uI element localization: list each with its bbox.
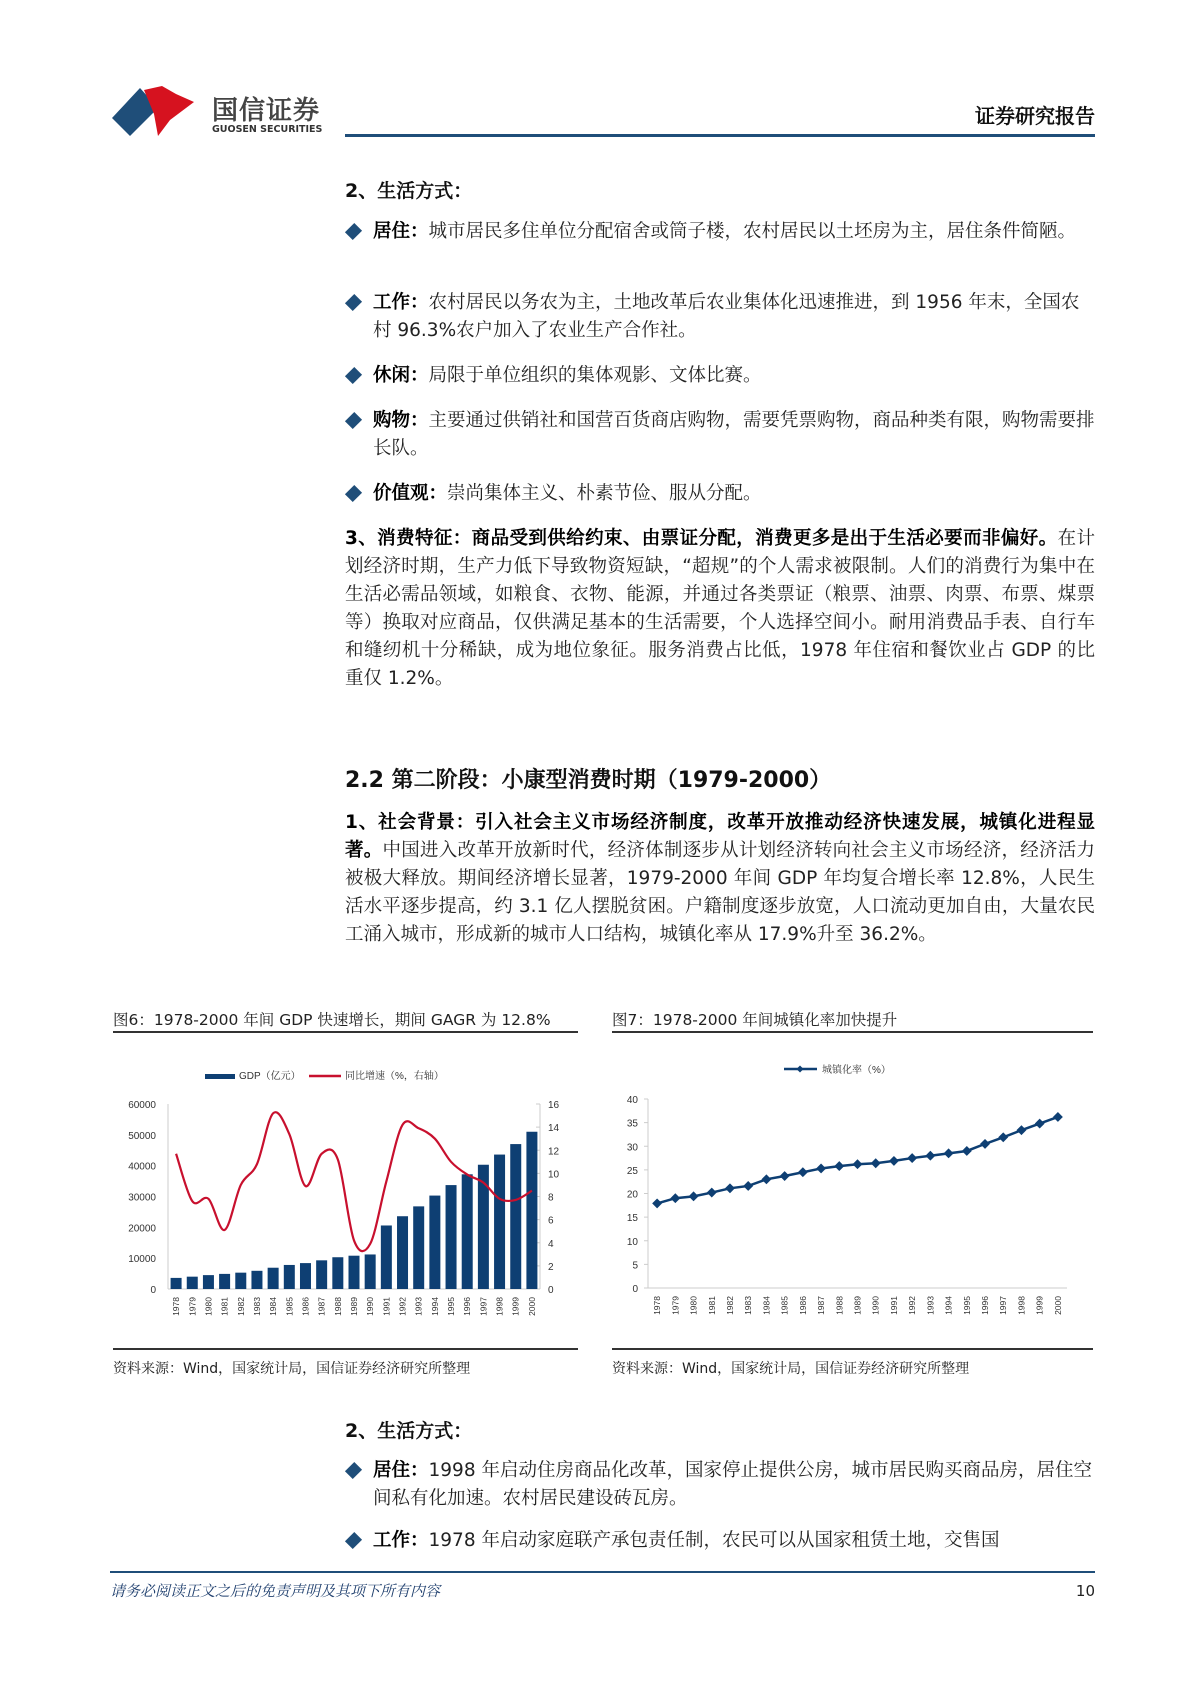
page-number: 10 <box>1075 1582 1095 1600</box>
x-tick-label: 1979 <box>187 1297 198 1316</box>
section-title: 2、生活方式： <box>345 180 473 202</box>
x-tick-label: 1997 <box>998 1296 1009 1315</box>
diamond-bullet-icon <box>345 223 362 240</box>
legend-marker-icon <box>796 1065 803 1072</box>
gdp-bar <box>300 1263 311 1289</box>
bullet-item <box>345 1457 1095 1513</box>
bullet-text: 局限于单位组织的集体观影、文体比赛。 <box>428 365 762 386</box>
gdp-bar <box>397 1216 408 1289</box>
bullet-text: 崇尚集体主义、朴素节俭、服从分配。 <box>447 483 762 504</box>
guosen-logo-icon <box>110 86 210 138</box>
y-tick-label: 20000 <box>128 1223 156 1235</box>
gdp-bar <box>494 1155 505 1289</box>
data-point-marker <box>743 1181 753 1191</box>
data-point-marker <box>689 1191 699 1201</box>
x-tick-label: 1984 <box>761 1296 772 1315</box>
x-tick-label: 1990 <box>365 1297 376 1316</box>
social-paragraph <box>345 809 1095 949</box>
y-tick-label: 30 <box>626 1142 638 1154</box>
y-tick-label: 0 <box>150 1285 156 1296</box>
data-point-marker <box>798 1167 808 1177</box>
y-tick-label: 10000 <box>128 1254 156 1266</box>
figure-source: 资料来源：Wind，国家统计局，国信证券经济研究所整理 <box>113 1361 471 1377</box>
gdp-bar <box>349 1256 360 1289</box>
data-point-marker <box>980 1139 990 1149</box>
gdp-bar <box>171 1278 182 1289</box>
data-point-marker <box>725 1183 735 1193</box>
bullet-item <box>345 289 1095 345</box>
x-tick-label: 1988 <box>834 1296 845 1315</box>
data-point-marker <box>780 1171 790 1181</box>
bullet-text: 主要通过供销社和国营百货商店购物，需要凭票购物，商品种类有限，购物需要排长队。 <box>373 410 1095 459</box>
x-tick-label: 1978 <box>171 1297 182 1316</box>
disclaimer-link[interactable]: 请务必阅读正文之后的免责声明及其项下所有内容 <box>110 1582 441 1600</box>
y-tick-label: 35 <box>626 1118 638 1130</box>
y2-tick-label: 12 <box>548 1146 560 1158</box>
figure-title: 图7：1978-2000 年间城镇化率加快提升 <box>612 1011 898 1029</box>
data-point-marker <box>670 1193 680 1203</box>
x-tick-label: 1999 <box>1034 1296 1045 1315</box>
x-tick-label: 1992 <box>907 1296 918 1315</box>
paragraph-lead: 3、消费特征：商品受到供给约束、由票证分配，消费更多是出于生活必要而非偏好。 <box>345 528 1058 549</box>
gdp-bar <box>268 1268 279 1289</box>
x-tick-label: 1985 <box>284 1297 295 1316</box>
legend-bar-swatch <box>205 1074 235 1079</box>
y-tick-label: 10 <box>626 1236 638 1248</box>
y-tick-label: 60000 <box>128 1100 156 1111</box>
x-tick-label: 1987 <box>316 1297 327 1316</box>
x-tick-label: 1993 <box>925 1296 936 1315</box>
x-tick-label: 1995 <box>446 1297 457 1316</box>
data-point-marker <box>853 1159 863 1169</box>
data-point-marker <box>1035 1119 1045 1129</box>
x-tick-label: 1982 <box>235 1297 246 1316</box>
figure-title: 图6：1978-2000 年间 GDP 快速增长，期间 GAGR 为 12.8% <box>113 1011 551 1029</box>
figure-rule <box>612 1031 1093 1033</box>
x-tick-label: 1992 <box>397 1297 408 1316</box>
gdp-bar <box>381 1225 392 1289</box>
x-tick-label: 1982 <box>724 1296 735 1315</box>
x-tick-label: 1998 <box>494 1297 505 1316</box>
bullet-item <box>345 480 1095 508</box>
data-point-marker <box>1017 1125 1027 1135</box>
diamond-bullet-icon <box>345 1462 362 1479</box>
x-tick-label: 1984 <box>268 1297 279 1316</box>
x-tick-label: 2000 <box>1052 1296 1063 1315</box>
x-tick-label: 1998 <box>1016 1296 1027 1315</box>
data-point-marker <box>962 1146 972 1156</box>
diamond-bullet-icon <box>345 485 362 502</box>
gdp-bar <box>219 1274 230 1289</box>
data-point-marker <box>761 1174 771 1184</box>
urbanization-chart <box>612 1040 1093 1340</box>
x-tick-label: 1980 <box>203 1297 214 1316</box>
footer-divider <box>110 1571 1095 1573</box>
data-point-marker <box>871 1158 881 1168</box>
header-divider <box>345 134 1095 137</box>
y-tick-label: 15 <box>626 1213 638 1225</box>
data-point-marker <box>944 1148 954 1158</box>
y-tick-label: 25 <box>626 1165 638 1177</box>
gdp-bar <box>413 1206 424 1289</box>
gdp-bar <box>446 1185 457 1289</box>
x-tick-label: 1997 <box>478 1297 489 1316</box>
x-tick-label: 1999 <box>510 1297 521 1316</box>
x-tick-label: 1987 <box>816 1296 827 1315</box>
y2-tick-label: 6 <box>548 1215 554 1227</box>
x-tick-label: 2000 <box>526 1297 537 1316</box>
x-tick-label: 1981 <box>706 1296 717 1315</box>
gdp-chart <box>113 1040 578 1340</box>
paragraph-text: 在计划经济时期，生产力低下导致物资短缺，“超规”的个人需求被限制。人们的消费行为集中在生活必需品领域，如粮食、衣物、能源，并通过各类票证（粮票、油票、肉票、布票、煤票等）换取对应商品，仅供满足基本的生活需要，个人选择空间小。耐用消费品手表、自行车和缝纫机十分稀缺，成为地位象征。服务消费占比低，1978 年住宿和餐饮业占 GDP 的比重仅 1.2%。 <box>345 528 1095 689</box>
section-heading: 2.2 第二阶段：小康型消费时期（1979-2000） <box>345 768 832 793</box>
diamond-bullet-icon <box>345 412 362 429</box>
y-tick-label: 5 <box>632 1260 638 1272</box>
figure-source: 资料来源：Wind，国家统计局，国信证券经济研究所整理 <box>612 1361 970 1377</box>
bullet-text: 城市居民多住单位分配宿舍或筒子楼，农村居民以土坯房为主，居住条件简陋。 <box>428 221 1077 242</box>
x-tick-label: 1981 <box>219 1297 230 1316</box>
gdp-bar <box>429 1196 440 1289</box>
bullet-item <box>345 362 1095 390</box>
x-tick-label: 1983 <box>251 1297 262 1316</box>
x-tick-label: 1988 <box>332 1297 343 1316</box>
data-point-marker <box>707 1188 717 1198</box>
legend-label: 城镇化率（%） <box>822 1065 891 1076</box>
x-tick-label: 1986 <box>797 1296 808 1315</box>
data-point-marker <box>652 1198 662 1208</box>
y2-tick-label: 8 <box>548 1192 554 1204</box>
gdp-bar <box>235 1273 246 1289</box>
bullet-label: 居住： <box>373 1460 429 1481</box>
bullet-label: 居住： <box>373 221 429 242</box>
gdp-bar <box>316 1260 327 1289</box>
consumption-paragraph <box>345 525 1095 693</box>
x-tick-label: 1990 <box>870 1296 881 1315</box>
legend-label: GDP（亿元） <box>239 1071 301 1082</box>
diamond-bullet-icon <box>345 294 362 311</box>
y2-tick-label: 4 <box>548 1238 554 1250</box>
y2-tick-label: 16 <box>548 1100 560 1111</box>
gdp-bar <box>251 1271 262 1289</box>
bullet-label: 工作： <box>373 292 429 313</box>
x-tick-label: 1996 <box>980 1296 991 1315</box>
x-tick-label: 1993 <box>413 1297 424 1316</box>
bullet-label: 购物： <box>373 410 429 431</box>
figure-rule <box>113 1031 578 1033</box>
x-tick-label: 1991 <box>381 1297 392 1316</box>
x-tick-label: 1995 <box>961 1296 972 1315</box>
y-tick-label: 20 <box>626 1189 638 1201</box>
bullet-label: 价值观： <box>373 483 448 504</box>
gdp-bar <box>510 1144 521 1289</box>
section-title: 2、生活方式： <box>345 1420 473 1442</box>
y2-tick-label: 2 <box>548 1261 554 1273</box>
data-point-marker <box>925 1151 935 1161</box>
gdp-bar <box>462 1174 473 1289</box>
diamond-bullet-icon <box>345 1532 362 1549</box>
report-type: 证券研究报告 <box>975 104 1095 128</box>
gdp-bar <box>365 1254 376 1289</box>
bullet-label: 工作： <box>373 1530 429 1551</box>
data-point-marker <box>1053 1112 1063 1122</box>
y-tick-label: 30000 <box>128 1192 156 1204</box>
gdp-bar <box>203 1275 214 1289</box>
gdp-bar <box>284 1265 295 1289</box>
y-tick-label: 50000 <box>128 1130 156 1142</box>
logo-subtext: GUOSEN SECURITIES <box>212 124 323 135</box>
data-point-marker <box>834 1161 844 1171</box>
data-point-marker <box>889 1156 899 1166</box>
legend-label: 同比增速（%，右轴） <box>345 1071 444 1082</box>
data-point-marker <box>998 1132 1008 1142</box>
x-tick-label: 1996 <box>462 1297 473 1316</box>
bullet-item <box>345 218 1095 246</box>
logo-text: 国信证券 <box>212 96 321 126</box>
y-tick-label: 0 <box>632 1284 638 1295</box>
x-tick-label: 1989 <box>852 1296 863 1315</box>
x-tick-label: 1991 <box>888 1296 899 1315</box>
x-tick-label: 1978 <box>652 1296 663 1315</box>
x-tick-label: 1986 <box>300 1297 311 1316</box>
gdp-bar <box>187 1277 198 1289</box>
bullet-item <box>345 407 1095 463</box>
data-point-marker <box>907 1153 917 1163</box>
y2-tick-label: 14 <box>548 1123 560 1135</box>
figure-rule <box>113 1348 578 1350</box>
y2-tick-label: 10 <box>548 1169 560 1181</box>
x-tick-label: 1983 <box>743 1296 754 1315</box>
gdp-bar <box>526 1132 537 1289</box>
paragraph-text: 中国进入改革开放新时代，经济体制逐步从计划经济转向社会主义市场经济，经济活力被极大释放。期间经济增长显著，1979-2000 年间 GDP 年均复合增长率 12.8%，人民生活水平逐步提高，约 3.1 亿人摆脱贫困。户籍制度逐步放宽，人口流动更加自由，大量农民工涌入城市，形成新的城市人口结构，城镇化率从 17.9%升至 36.2%。 <box>345 840 1095 945</box>
y2-tick-label: 0 <box>548 1285 554 1296</box>
bullet-label: 休闲： <box>373 365 429 386</box>
paragraph-lead: 1、社会背景：引入社会主义市场经济制度，改革开放推动经济快速发展，城镇化进程显著。 <box>345 812 1095 861</box>
x-tick-label: 1985 <box>779 1296 790 1315</box>
x-tick-label: 1989 <box>349 1297 359 1316</box>
x-tick-label: 1980 <box>688 1296 699 1315</box>
data-point-marker <box>816 1164 826 1174</box>
bullet-text: 1998 年启动住房商品化改革，国家停止提供公房，城市居民购买商品房，居住空间私有化加速。农村居民建设砖瓦房。 <box>373 1460 1092 1509</box>
y-tick-label: 40 <box>626 1095 638 1106</box>
gdp-bar <box>332 1257 343 1289</box>
bullet-item <box>345 1527 1095 1555</box>
figure-rule <box>612 1348 1093 1350</box>
diamond-bullet-icon <box>345 367 362 384</box>
bullet-text: 农村居民以务农为主，土地改革后农业集体化迅速推进，到 1956 年末，全国农村 96.3%农户加入了农业生产合作社。 <box>373 292 1080 341</box>
x-tick-label: 1979 <box>670 1296 681 1315</box>
x-tick-label: 1994 <box>429 1297 440 1316</box>
y-tick-label: 40000 <box>128 1161 156 1173</box>
x-tick-label: 1994 <box>943 1296 954 1315</box>
bullet-text: 1978 年启动家庭联产承包责任制，农民可以从国家租赁土地，交售国 <box>428 1530 1000 1551</box>
